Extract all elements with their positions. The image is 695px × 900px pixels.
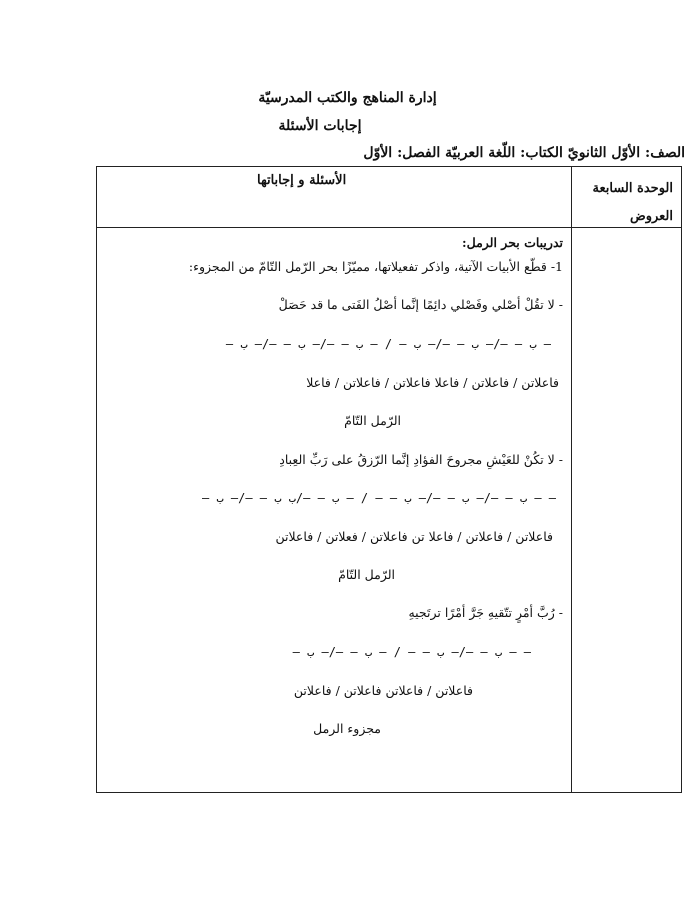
verse-2-feet: فاعلاتن / فاعلاتن / فاعلا تن فاعلاتن / فعلاتن / فاعلاتن [275, 529, 553, 544]
verse-2-type: الرّمل التّامّ [338, 567, 395, 582]
verse-3-type: مجزوء الرمل [313, 721, 381, 736]
questions-header: الأسئلة و إجاباتها [257, 173, 347, 188]
section-title: تدريبات بحر الرمل: [461, 235, 563, 250]
unit-cell [573, 175, 673, 231]
question-1: 1- قطّع الأبيات الآتية، واذكر تفعيلاتها، مميّزًا بحر الرّمل التّامّ من المجزوء: [188, 259, 563, 274]
class-info-line: الصف: الأوّل الثانويّ الكتاب: اللّغة العربيّة الفصل: الأوّل [363, 145, 685, 161]
verse-1-feet: فاعلاتن / فاعلاتن / فاعلا فاعلاتن / فاعلاتن / فاعلا [306, 375, 559, 390]
answers-table [96, 166, 682, 793]
verse-1-meter: – ب – –/– ب – –/– ب – / – ب – –/– ب – –/– ب – [225, 337, 551, 351]
verse-1: - لا تقُلْ أصْلي وفَصْلي دائِمًا إنَّما أصْلُ الفَتى ما قد حَصَلْ [278, 297, 563, 312]
verse-3: - رُبَّ أمْرٍ تتّقيهِ جَرَّ أمْرًا ترتَجيهِ [408, 605, 563, 620]
answers-title: إجابات الأسئلة [278, 118, 362, 134]
column-divider [571, 167, 572, 792]
verse-2-meter: – ب – –/– ب – –/– ب – – / – ب – –/ب ب – –/– ب – – [201, 491, 556, 505]
unit-label: الوحدة السابعة [592, 181, 673, 196]
directorate-title: إدارة المناهج والكتب المدرسيّة [258, 90, 437, 106]
verse-1-type: الرّمل التّامّ [344, 413, 401, 428]
verse-3-meter: – ب – –/– ب – – / – ب – –/– ب – – [292, 645, 531, 659]
verse-2: - لا تكُنْ للعَيْشِ مجروحَ الفؤادِ إنَّما الرّزقُ على رَبِّ العِبادِ [279, 452, 563, 467]
unit-topic: العروض [629, 209, 673, 224]
verse-3-feet: فاعلاتن / فاعلاتن فاعلاتن / فاعلاتن [293, 683, 473, 698]
